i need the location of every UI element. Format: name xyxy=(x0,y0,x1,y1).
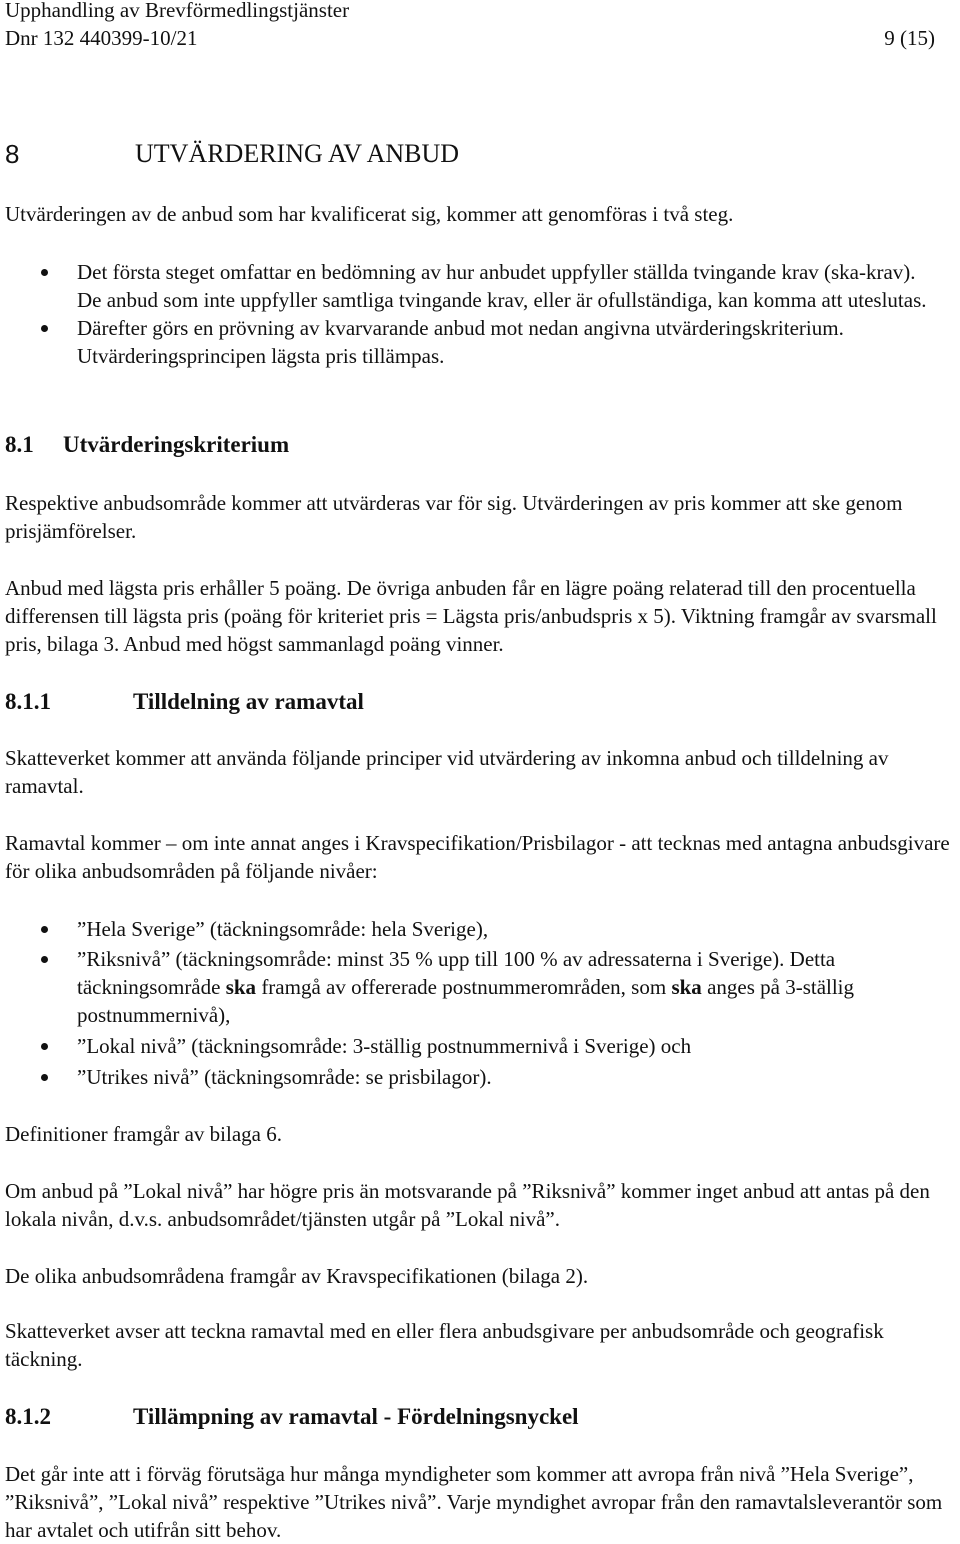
section-8-1-1-heading xyxy=(5,687,950,717)
section-8-1-1-paragraph-3: Definitioner framgår av bilaga 6. xyxy=(5,1122,282,1146)
section-number: 8.1 xyxy=(5,432,34,457)
list-item: ”Riksnivå” (täckningsområde: minst 35 % upp till 100 % av adressaterna i Sverige). Detta täckningsområde ska framgå av offererade postnummerområden, som ska anges på 3-ställig postnummernivå), xyxy=(5,945,960,1029)
section-number: 8.1.2 xyxy=(5,1404,51,1429)
list-item: ”Hela Sverige” (täckningsområde: hela Sverige), xyxy=(5,915,960,943)
list-item: Det första steget omfattar en bedömning av hur anbudet uppfyller ställda tvingande krav (ska-krav). De anbud som inte uppfyller samtliga tvingande krav, eller är ofullständiga, kan komma att uteslutas. xyxy=(5,258,945,314)
bullet-icon xyxy=(41,1074,48,1081)
section-8-1-2-heading xyxy=(5,1402,950,1432)
section-number: 8 xyxy=(5,139,20,169)
section-number: 8.1.1 xyxy=(5,689,51,714)
list-item: ”Utrikes nivå” (täckningsområde: se prisbilagor). xyxy=(5,1063,960,1091)
list-item: ”Lokal nivå” (täckningsområde: 3-ställig postnummernivå i Sverige) och xyxy=(5,1032,960,1060)
section-title: Tilldelning av ramavtal xyxy=(133,689,364,714)
list-item: Därefter görs en prövning av kvarvarande anbud mot nedan angivna utvärderingskriterium. Utvärderingsprincipen lägsta pris tillämpas. xyxy=(5,314,945,370)
section-8-1-1-paragraph-6: Skatteverket avser att teckna ramavtal med en eller flera anbudsgivare per anbudsområde och geografisk täckning. xyxy=(5,1319,884,1371)
section-title: Utvärderingskriterium xyxy=(63,432,290,457)
coverage-levels-list xyxy=(5,915,960,1091)
page-header xyxy=(5,0,935,52)
section-8-1-1-paragraph-4: Om anbud på ”Lokal nivå” har högre pris än motsvarande på ”Riksnivå” kommer inget anbud att antas på den lokala nivån, d.v.s. anbudsområdet/tjänsten utgår på ”Lokal nivå”. xyxy=(5,1179,930,1231)
section-8-heading xyxy=(5,138,950,170)
section-8-1-paragraph-2: Anbud med lägsta pris erhåller 5 poäng. De övriga anbuden får en lägre poäng relaterad till den procentuella differensen till lägsta pris (poäng för kriteriet pris = Lägsta pris/anbudspris x 5). Viktning framgår av svarsmall pris, bilaga 3. Anbud med högst sammanlagd poäng vinner. xyxy=(5,576,937,656)
bullet-icon xyxy=(41,956,48,963)
section-8-1-1-paragraph-1: Skatteverket kommer att använda följande principer vid utvärdering av inkomna anbud och tilldelning av ramavtal. xyxy=(5,746,889,798)
section-8-1-2-paragraph-1: Det går inte att i förväg förutsäga hur många myndigheter som kommer att avropa från nivå ”Hela Sverige”, ”Riksnivå”, ”Lokal nivå” respektive ”Utrikes nivå”. Varje myndighet avropar från den ramavtalsleverantör som har avtalet och utifrån sitt behov. xyxy=(5,1462,943,1542)
section-8-intro: Utvärderingen av de anbud som har kvalificerat sig, kommer att genomföras i två steg. xyxy=(5,202,734,226)
section-8-1-1-paragraph-2: Ramavtal kommer – om inte annat anges i Kravspecifikation/Prisbilagor - att tecknas med antagna anbudsgivare för olika anbudsområden på följande nivåer: xyxy=(5,831,950,883)
bullet-icon xyxy=(41,926,48,933)
header-reference: Dnr 132 440399-10/21 xyxy=(5,26,198,50)
section-8-1-1-paragraph-5: De olika anbudsområdena framgår av Kravspecifikationen (bilaga 2). xyxy=(5,1264,589,1288)
evaluation-steps-list xyxy=(5,258,945,370)
bullet-icon xyxy=(41,1043,48,1050)
bullet-icon xyxy=(41,269,48,276)
page-number: 9 (15) xyxy=(884,26,935,50)
section-title: Tillämpning av ramavtal - Fördelningsnyckel xyxy=(133,1404,579,1429)
header-title: Upphandling av Brevförmedlingstjänster xyxy=(5,0,350,22)
section-8-1-paragraph-1: Respektive anbudsområde kommer att utvärderas var för sig. Utvärderingen av pris kommer att ske genom prisjämförelser. xyxy=(5,491,903,543)
bullet-icon xyxy=(41,325,48,332)
section-title: UTVÄRDERING AV ANBUD xyxy=(135,139,460,168)
section-8-1-heading xyxy=(5,430,950,460)
